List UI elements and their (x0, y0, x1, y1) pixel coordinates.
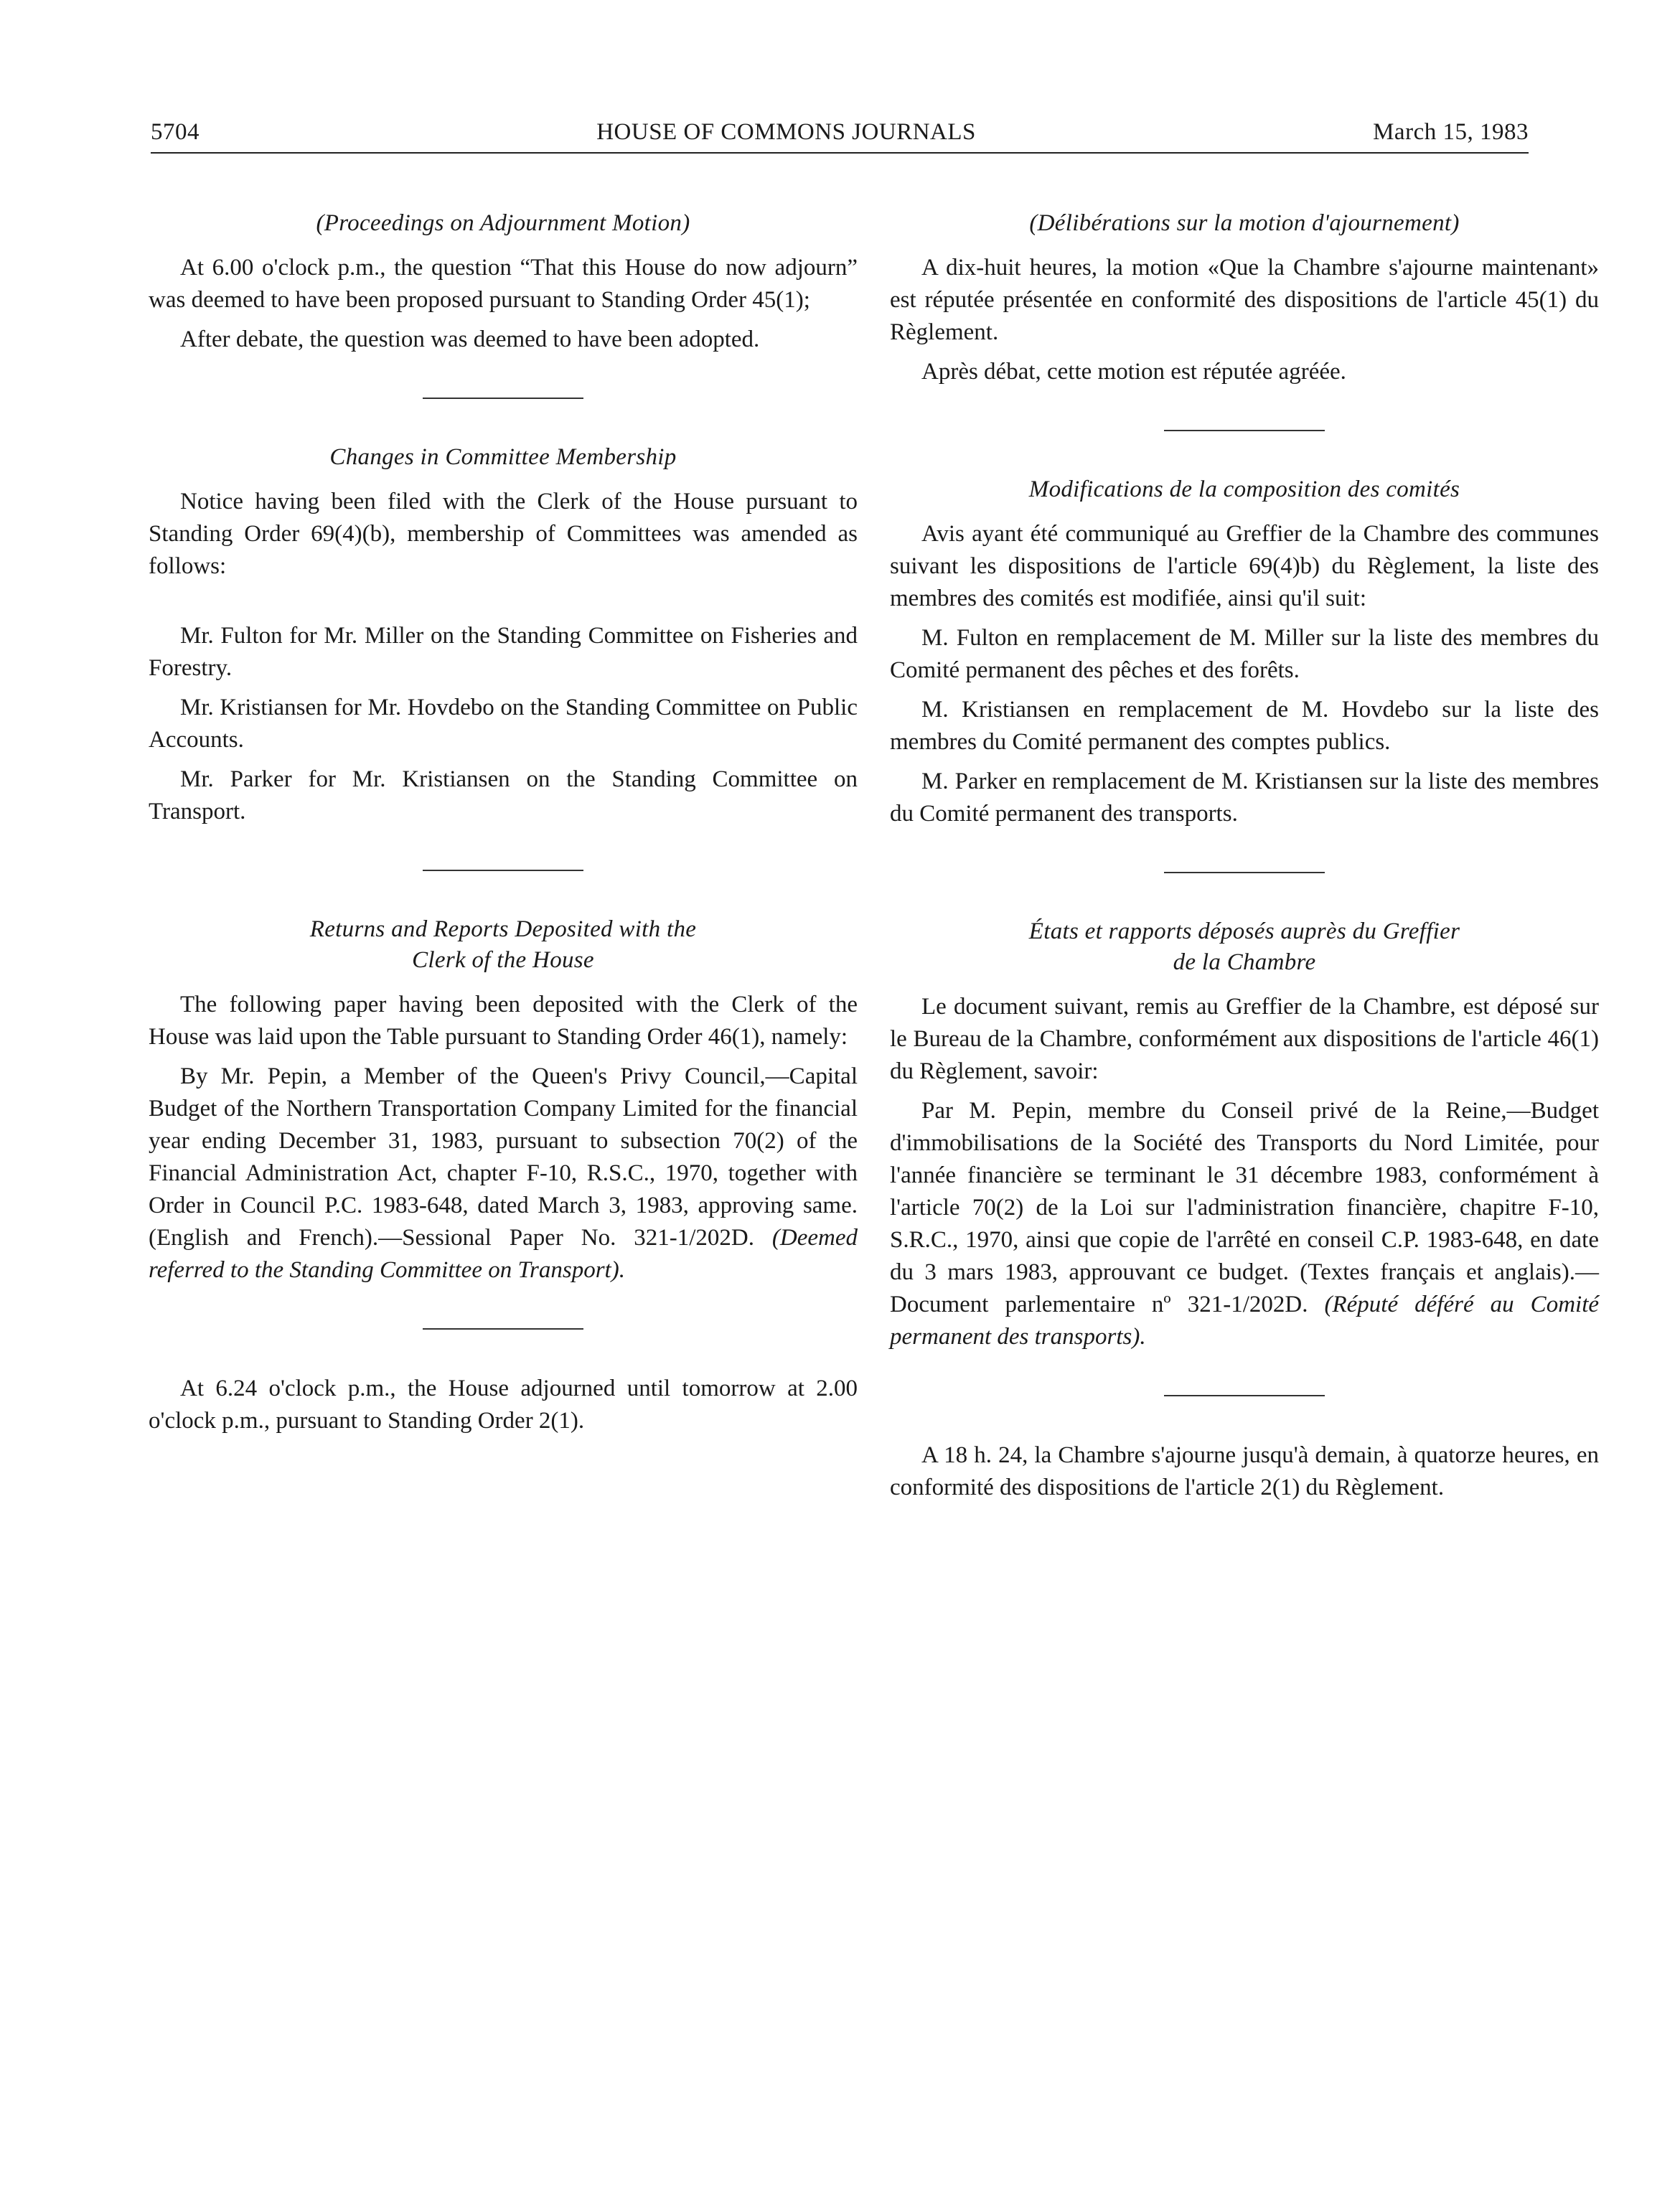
paragraph-italic: (Deemed referred to the Standing Committee on Transport). (149, 1225, 858, 1283)
page-header (151, 119, 1529, 155)
section-title-committee-changes: Modifications de la composition des comités (1028, 476, 1460, 502)
paragraph: At 6.00 o'clock p.m., the question “That this House do now adjourn” was deemed to have been proposed pursuant to Standing Order 45(1); (149, 255, 858, 313)
title-line: Returns and Reports Deposited with the (309, 916, 697, 942)
section-divider (423, 1328, 583, 1330)
title-line: États et rapports déposés auprès du Greffier (1028, 918, 1460, 944)
paragraph: M. Parker en remplacement de M. Kristiansen sur la liste des membres du Comité permanent des transports. (890, 769, 1599, 827)
section-divider (423, 398, 583, 399)
section-divider (423, 870, 583, 871)
section-title-returns-reports (890, 916, 1599, 978)
section-title-adjournment: (Délibérations sur la motion d'ajournement) (1029, 210, 1460, 236)
section-divider (1164, 872, 1325, 873)
section-divider (1164, 1395, 1325, 1396)
header-rule (151, 152, 1529, 154)
paragraph: Notice having been filed with the Clerk of the House pursuant to Standing Order 69(4)(b), membership of Committees was amended as follows: (149, 489, 858, 579)
paragraph: Mr. Parker for Mr. Kristiansen on the Standing Committee on Transport. (149, 766, 858, 824)
paragraph: At 6.24 o'clock p.m., the House adjourned until tomorrow at 2.00 o'clock p.m., pursuant to Standing Order 2(1). (149, 1376, 858, 1434)
title-line: Clerk of the House (412, 947, 594, 973)
paragraph: A dix-huit heures, la motion «Que la Chambre s'ajourne maintenant» est réputée présentée en conformité des dispositions de l'article 45(1) du Règlement. (890, 255, 1599, 345)
english-column (149, 208, 858, 1444)
section-divider (1164, 430, 1325, 431)
paragraph: M. Kristiansen en remplacement de M. Hovdebo sur la liste des membres du Comité permanent des comptes publics. (890, 697, 1599, 755)
journal-title: HOUSE OF COMMONS JOURNALS (596, 119, 976, 145)
section-title-returns-reports (149, 914, 858, 976)
paragraph-text: By Mr. Pepin, a Member of the Queen's Privy Council,—Capital Budget of the Northern Transportation Company Limited for the financial year ending December 31, 1983, pursuant to subsection 70(2) of the Financial Administration Act, chapter F-10, R.S.C., 1970, together with Order in Council P.C. 1983-648, dated March 3, 1983, approving same. (English and French).—Sessional Paper No. 321-1/202D. (149, 1063, 858, 1251)
paragraph: Après débat, cette motion est réputée agréée. (921, 359, 1346, 385)
paragraph: After debate, the question was deemed to have been adopted. (180, 326, 760, 352)
page-number: 5704 (151, 119, 200, 145)
title-line: de la Chambre (1173, 949, 1316, 975)
section-title-adjournment: (Proceedings on Adjournment Motion) (316, 210, 690, 236)
paragraph: Mr. Fulton for Mr. Miller on the Standing Committee on Fisheries and Forestry. (149, 623, 858, 681)
paragraph: Le document suivant, remis au Greffier de la Chambre, est déposé sur le Bureau de la Chambre, conformément aux dispositions de l'article 46(1) du Règlement, savoir: (890, 994, 1599, 1084)
paragraph: A 18 h. 24, la Chambre s'ajourne jusqu'à demain, à quatorze heures, en conformité des dispositions de l'article 2(1) du Règlement. (890, 1442, 1599, 1500)
paragraph-italic: (Réputé déféré au Comité permanent des transports). (890, 1292, 1600, 1350)
french-column (890, 208, 1599, 1511)
paragraph: M. Fulton en remplacement de M. Miller sur la liste des membres du Comité permanent des pêches et des forêts. (890, 625, 1599, 683)
paragraph (890, 1095, 1599, 1353)
section-title-committee-changes: Changes in Committee Membership (329, 444, 677, 470)
paragraph (149, 1061, 858, 1287)
paragraph: The following paper having been deposited with the Clerk of the House was laid upon the Table pursuant to Standing Order 46(1), namely: (149, 992, 858, 1050)
paragraph: Mr. Kristiansen for Mr. Hovdebo on the Standing Committee on Public Accounts. (149, 695, 858, 753)
spacer (149, 590, 858, 620)
paragraph-text: Par M. Pepin, membre du Conseil privé de la Reine,—Budget d'immobilisations de la Société des Transports du Nord Limitée, pour l'année financière se terminant le 31 décembre 1983, conformément à l'article 70(2) de la Loi sur l'administration financière, chapitre F-10, S.R.C., 1970, ainsi que copie de l'arrêté en conseil C.P. 1983-648, en date du 3 mars 1983, approuvant ce budget. (Textes français et anglais).—Document parlementaire nº 321-1/202D. (890, 1098, 1599, 1317)
paragraph: Avis ayant été communiqué au Greffier de la Chambre des communes suivant les dispositions de l'article 69(4)b) du Règlement, la liste des membres des comités est modifiée, ainsi qu'il suit: (890, 521, 1599, 611)
page-date: March 15, 1983 (1373, 119, 1529, 145)
